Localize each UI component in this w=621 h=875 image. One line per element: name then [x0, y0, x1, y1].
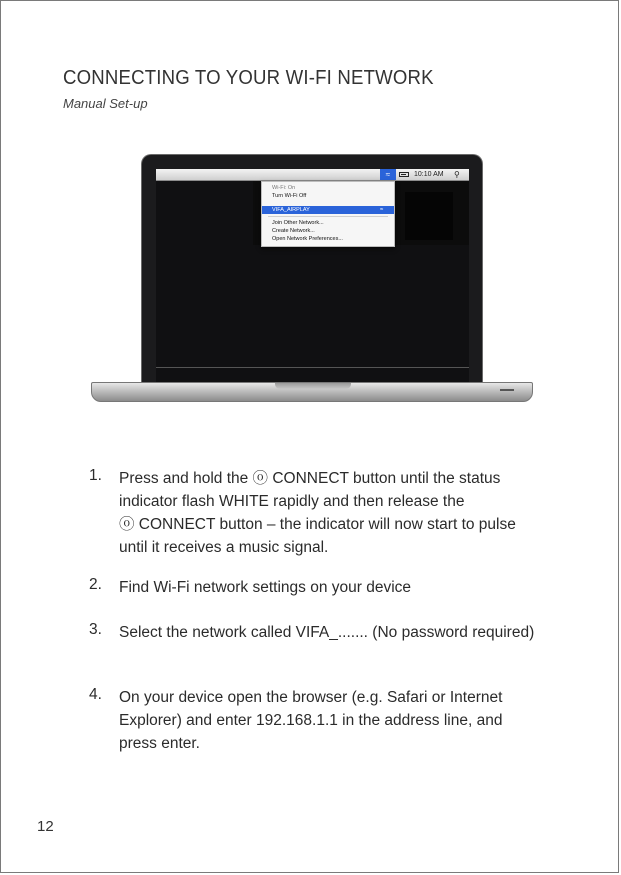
- step-text: [119, 621, 574, 644]
- menu-bar-clock: 10:10 AM: [414, 171, 444, 178]
- laptop-screen: [156, 169, 469, 382]
- dock-line: [156, 367, 469, 368]
- laptop-bezel: [141, 154, 483, 382]
- search-icon: ⚲: [454, 170, 460, 179]
- wifi-menu: [261, 181, 395, 247]
- page-number: 12: [37, 818, 54, 835]
- step-line: Find Wi-Fi network settings on your device: [119, 579, 412, 596]
- wifi-icon: ≈: [380, 169, 396, 180]
- battery-icon: [399, 172, 409, 177]
- wifi-menu-status: Wi-Fi: On: [272, 185, 296, 191]
- step-text: [119, 467, 574, 559]
- step-line: press enter.: [119, 735, 200, 752]
- step-number: 3.: [89, 621, 102, 638]
- wifi-menu-selected-network: [262, 206, 394, 214]
- step-text: [119, 686, 574, 755]
- step-line: On your device open the browser (e.g. Safari or Internet: [119, 689, 503, 706]
- wifi-menu-turn-off: Turn Wi-Fi Off: [272, 193, 307, 199]
- step-line: ⓞ CONNECT button – the indicator will now start to pulse: [119, 516, 516, 533]
- wifi-menu-open-preferences: Open Network Preferences...: [272, 236, 343, 242]
- laptop-base: [91, 382, 533, 402]
- step-line: Select the network called VIFA_....... (No password required): [119, 624, 535, 641]
- step-line: Press and hold the ⓞ CONNECT button until the status: [119, 470, 501, 487]
- step-line: indicator flash WHITE rapidly and then release the: [119, 493, 465, 510]
- wifi-signal-icon: ≈: [380, 207, 384, 213]
- step-line: Explorer) and enter 192.168.1.1 in the address line, and: [119, 712, 503, 729]
- wifi-menu-separator: [268, 216, 388, 217]
- wifi-network-name: VIFA_AIRPLAY: [272, 207, 310, 213]
- wifi-menu-create-network: Create Network...: [272, 228, 315, 234]
- laptop-indicator: [500, 389, 514, 391]
- page-title: CONNECTING TO YOUR WI-FI NETWORK: [63, 67, 434, 89]
- laptop-notch: [275, 383, 351, 389]
- wifi-menu-join-other: Join Other Network...: [272, 220, 324, 226]
- step-text: [119, 576, 574, 599]
- page-subtitle: Manual Set-up: [63, 96, 148, 111]
- step-line: until it receives a music signal.: [119, 539, 329, 556]
- background-window-pane: [405, 192, 453, 240]
- step-number: 2.: [89, 576, 102, 593]
- step-number: 4.: [89, 686, 102, 703]
- menu-bar: [156, 169, 469, 181]
- laptop-illustration: [91, 154, 533, 406]
- step-number: 1.: [89, 467, 102, 484]
